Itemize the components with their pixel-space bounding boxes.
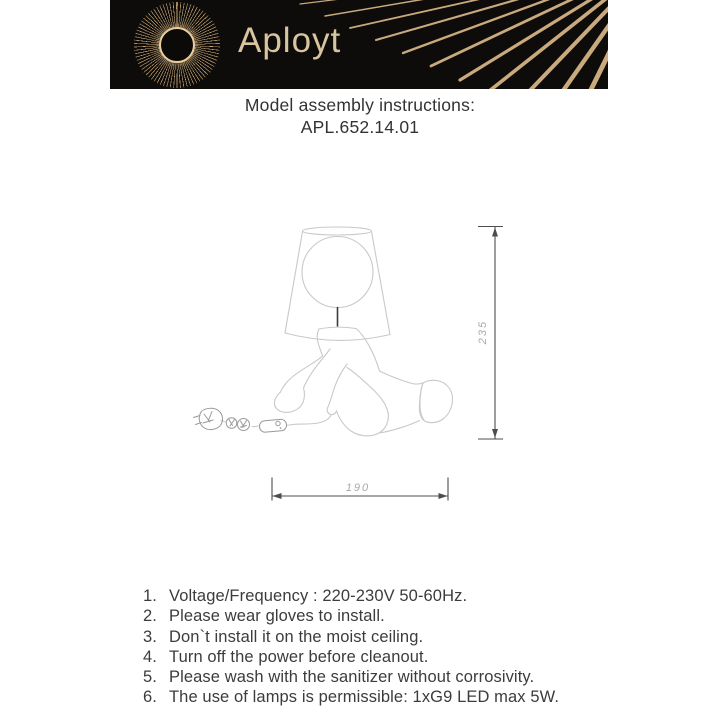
instructions-list <box>143 586 559 708</box>
instruction-text: Please wear gloves to install. <box>169 607 385 626</box>
instruction-item <box>143 627 559 647</box>
corner-rays-icon <box>110 0 608 89</box>
width-dimension <box>272 478 448 501</box>
model-number: APL.652.14.01 <box>300 117 420 137</box>
title-block <box>0 94 720 138</box>
instruction-number: 5. <box>143 668 157 687</box>
instruction-item <box>143 667 559 687</box>
instruction-item <box>143 687 559 707</box>
instruction-text: The use of lamps is permissible: 1xG9 LED max 5W. <box>169 688 560 707</box>
instruction-text: Turn off the power before cleanout. <box>169 647 429 666</box>
bulb-sphere-drawing <box>302 237 373 308</box>
instruction-number: 2. <box>143 607 157 626</box>
height-dimension <box>477 227 503 440</box>
width-dimension-label: 190 <box>345 482 371 494</box>
brand-name: Aployt <box>238 21 342 60</box>
instruction-item <box>143 647 559 667</box>
instruction-item <box>143 606 559 626</box>
lamp-diagram <box>180 200 520 510</box>
instruction-text: Don`t install it on the moist ceiling. <box>169 627 424 646</box>
instruction-text: Please wash with the sanitizer without corrosivity. <box>169 668 535 687</box>
instruction-number: 1. <box>143 587 157 605</box>
instruction-number: 3. <box>143 627 157 646</box>
brand-banner <box>110 0 608 89</box>
cord-switch-plug-drawing <box>194 408 332 432</box>
instruction-item <box>143 586 559 606</box>
height-dimension-label: 235 <box>477 319 489 345</box>
instruction-number: 6. <box>143 688 157 707</box>
figure-body-drawing <box>274 327 452 436</box>
instruction-number: 4. <box>143 647 157 666</box>
instruction-text: Voltage/Frequency : 220-230V 50-60Hz. <box>169 587 468 605</box>
sheet-title: Model assembly instructions: <box>244 95 476 115</box>
